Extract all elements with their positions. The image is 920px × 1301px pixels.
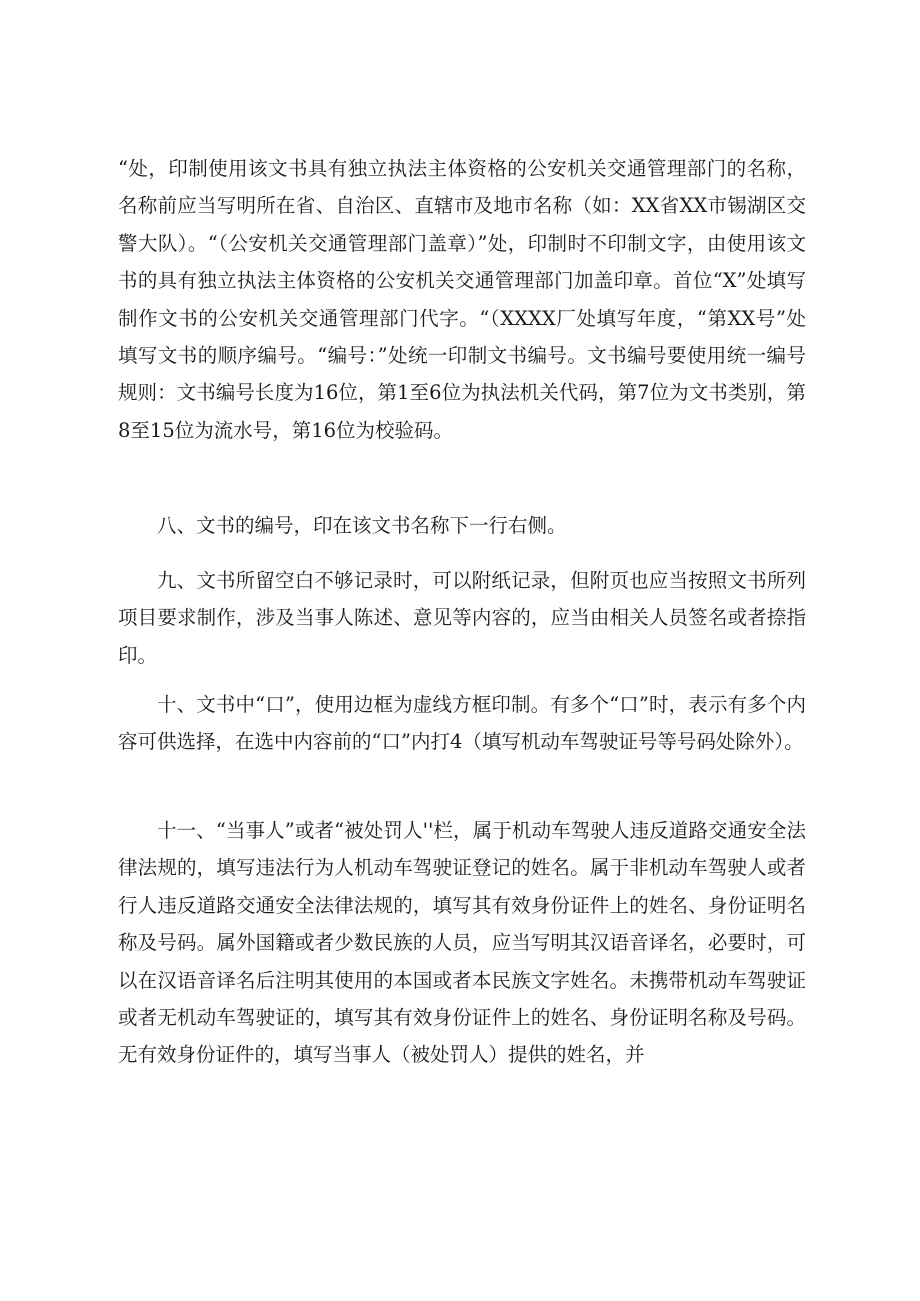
paragraph-item-10: 十、文书中“口”，使用边框为虚线方框印制。有多个“口”时，表示有多个内容可供选择，在选中内容前的“口”内打4（填写机动车驾驶证号等号码处除外）。 xyxy=(118,693,806,754)
paragraph-continued-block xyxy=(118,150,806,449)
paragraph-item-11: 十一、“当事人”或者“被处罚人''栏，属于机动车驾驶人违反道路交通安全法律法规的，填写违法行为人机动车驾驶证登记的姓名。属于非机动车驾驶人或者行人违反道路交通安全法律法规的，填写其有效身份证件上的姓名、身份证明名称及号码。属外国籍或者少数民族的人员，应当写明其汉语音译名，必要时，可以在汉语音译名后注明其使用的本国或者本民族文字姓名。未携带机动车驾驶证或者无机动车驾驶证的，填写其有效身份证件上的姓名、身份证明名称及号码。无有效身份证件的，填写当事人（被处罚人）提供的姓名，并 xyxy=(118,819,806,1067)
paragraph-block-10 xyxy=(118,686,806,761)
paragraph-item-8: 八、文书的编号，印在该文书名称下一行右侧。 xyxy=(157,514,567,537)
paragraph-block-9 xyxy=(118,562,806,674)
paragraph-document-format: “处，印制使用该文书具有独立执法主体资格的公安机关交通管理部门的名称，名称前应当写明所在省、自治区、直辖市及地市名称（如：XX省XX市锡湖区交警大队）。“（公安机关交通管理部门盖章）”处，印制时不印制文字，由使用该文书的具有独立执法主体资格的公安机关交通管理部门加盖印章。首位“X”处填写制作文书的公安机关交通管理部门代字。“（XXXX厂处填写年度，“第XX号”处填写文书的顺序编号。“编号：”处统一印制文书编号。文书编号要使用统一编号规则：文书编号长度为16位，第1至6位为执法机关代码，第7位为文书类别，第8至15位为流水号，第16位为校验码。 xyxy=(118,157,806,442)
paragraph-item-9: 九、文书所留空白不够记录时，可以附纸记录，但附页也应当按照文书所列项目要求制作，涉及当事人陈述、意见等内容的，应当由相关人员签名或者捺指印。 xyxy=(118,569,806,667)
paragraph-block-11 xyxy=(118,812,806,1074)
paragraph-block-8 xyxy=(118,507,806,544)
